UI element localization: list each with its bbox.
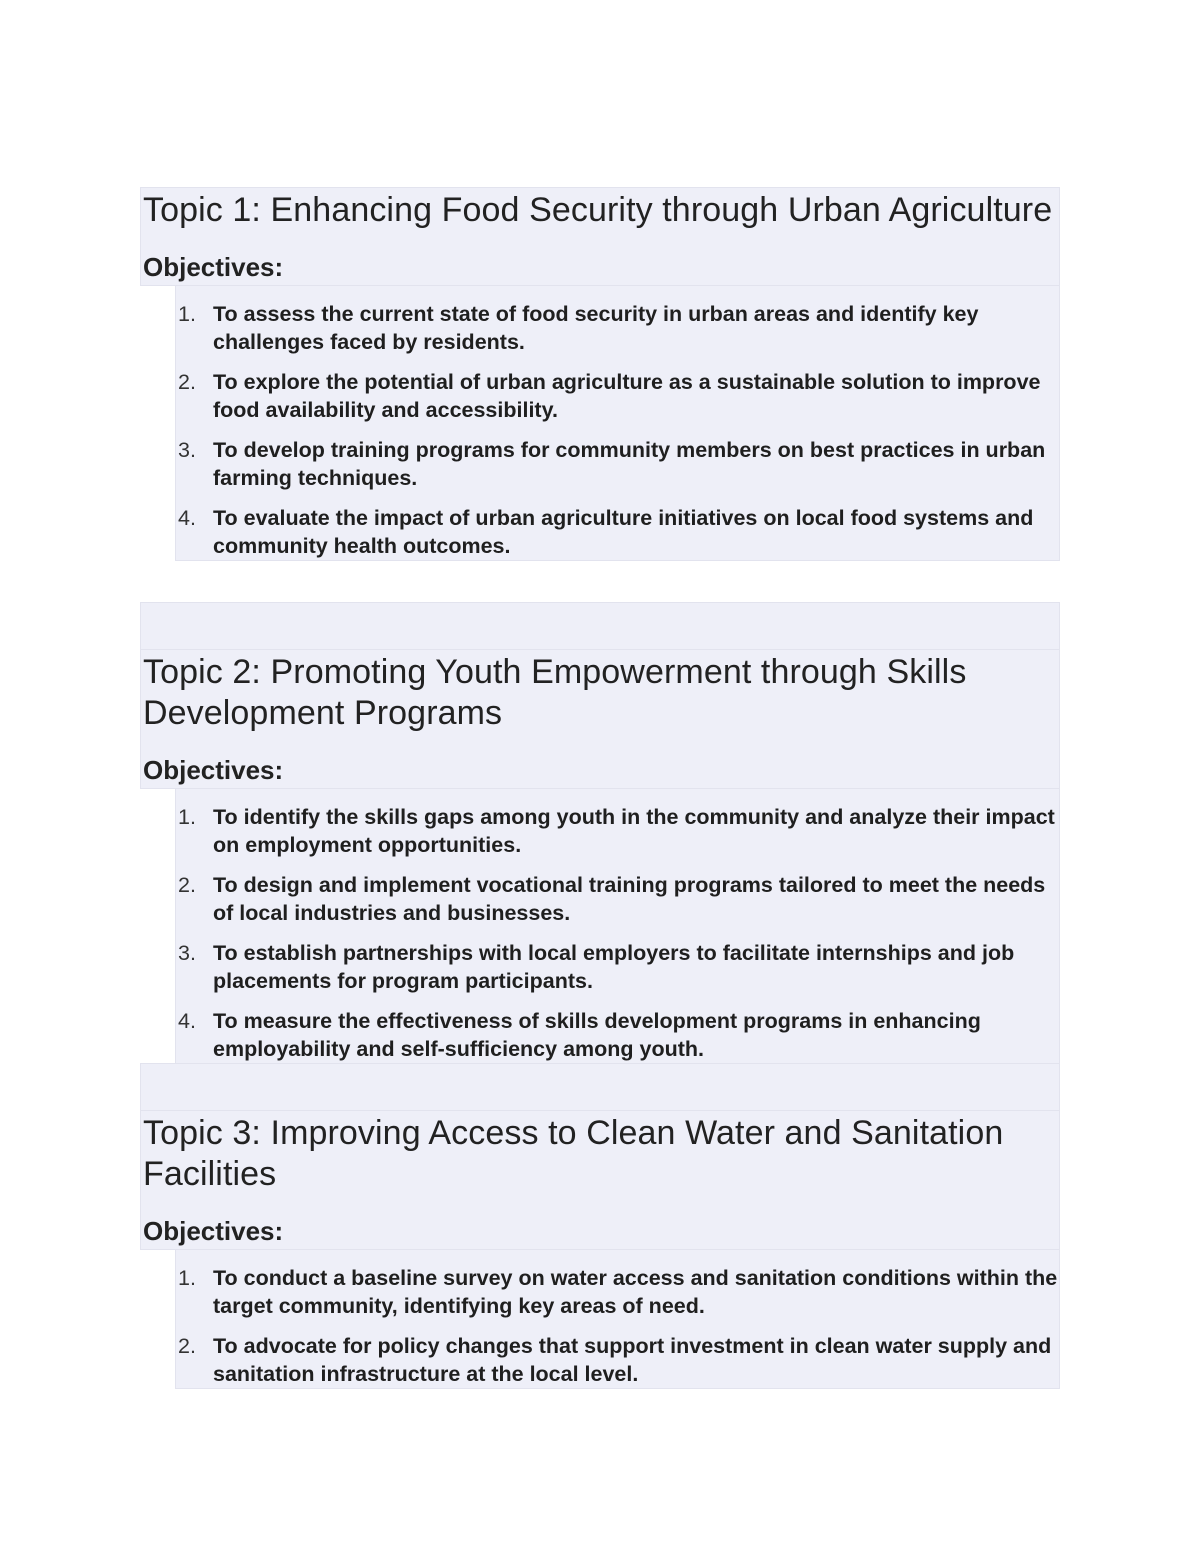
section-spacer bbox=[140, 1063, 1060, 1111]
section-spacer bbox=[140, 602, 1060, 650]
list-item-number: 1. bbox=[178, 302, 196, 326]
list-item-text: To design and implement vocational training programs tailored to meet the needs of local industries and businesses. bbox=[213, 873, 1046, 925]
list-item-text: To conduct a baseline survey on water access and sanitation conditions within the target community, identifying key areas of need. bbox=[213, 1266, 1058, 1318]
objectives-label: Objectives: bbox=[143, 252, 284, 282]
list-item bbox=[176, 436, 1059, 492]
objectives-list bbox=[175, 789, 1060, 1064]
objectives-list bbox=[175, 286, 1060, 561]
list-item-text: To assess the current state of food security in urban areas and identify key challenges faced by residents. bbox=[213, 302, 979, 354]
topic-title: Topic 3: Improving Access to Clean Water and Sanitation Facilities bbox=[143, 1114, 1004, 1193]
list-item-number: 4. bbox=[178, 506, 196, 530]
list-item bbox=[176, 368, 1059, 424]
topic-section-1 bbox=[140, 187, 1060, 561]
list-item-number: 3. bbox=[178, 438, 196, 462]
list-item bbox=[176, 871, 1059, 927]
objectives-label: Objectives: bbox=[143, 1216, 284, 1246]
list-item-number: 1. bbox=[178, 805, 196, 829]
list-item-number: 2. bbox=[178, 370, 196, 394]
objectives-list bbox=[175, 1250, 1060, 1389]
list-item-text: To measure the effectiveness of skills development programs in enhancing employability and self-sufficiency among youth. bbox=[213, 1009, 981, 1061]
list-item bbox=[176, 939, 1059, 995]
list-item bbox=[176, 1264, 1059, 1320]
list-item-text: To develop training programs for community members on best practices in urban farming techniques. bbox=[213, 438, 1046, 490]
list-item-text: To identify the skills gaps among youth in the community and analyze their impact on employment opportunities. bbox=[213, 805, 1055, 857]
topic-title: Topic 2: Promoting Youth Empowerment through Skills Development Programs bbox=[143, 653, 967, 732]
topic-title: Topic 1: Enhancing Food Security through Urban Agriculture bbox=[143, 191, 1053, 229]
objectives-label: Objectives: bbox=[143, 755, 284, 785]
list-item-number: 2. bbox=[178, 1334, 196, 1358]
list-item bbox=[176, 504, 1059, 560]
list-item-text: To evaluate the impact of urban agriculture initiatives on local food systems and community health outcomes. bbox=[213, 506, 1034, 558]
topic-heading-block bbox=[140, 649, 1060, 789]
list-item-text: To establish partnerships with local employers to facilitate internships and job placements for program participants. bbox=[213, 941, 1015, 993]
list-item-number: 4. bbox=[178, 1009, 196, 1033]
list-item-text: To explore the potential of urban agriculture as a sustainable solution to improve food availability and accessibility. bbox=[213, 370, 1041, 422]
list-item-number: 1. bbox=[178, 1266, 196, 1290]
list-item bbox=[176, 1332, 1059, 1388]
list-item-text: To advocate for policy changes that support investment in clean water supply and sanitation infrastructure at the local level. bbox=[213, 1334, 1052, 1386]
topic-section-2 bbox=[140, 649, 1060, 1064]
list-item-number: 2. bbox=[178, 873, 196, 897]
list-item bbox=[176, 803, 1059, 859]
topic-section-3 bbox=[140, 1110, 1060, 1389]
list-item bbox=[176, 300, 1059, 356]
list-item bbox=[176, 1007, 1059, 1063]
topic-heading-block bbox=[140, 1110, 1060, 1250]
list-item-number: 3. bbox=[178, 941, 196, 965]
topic-heading-block bbox=[140, 187, 1060, 286]
